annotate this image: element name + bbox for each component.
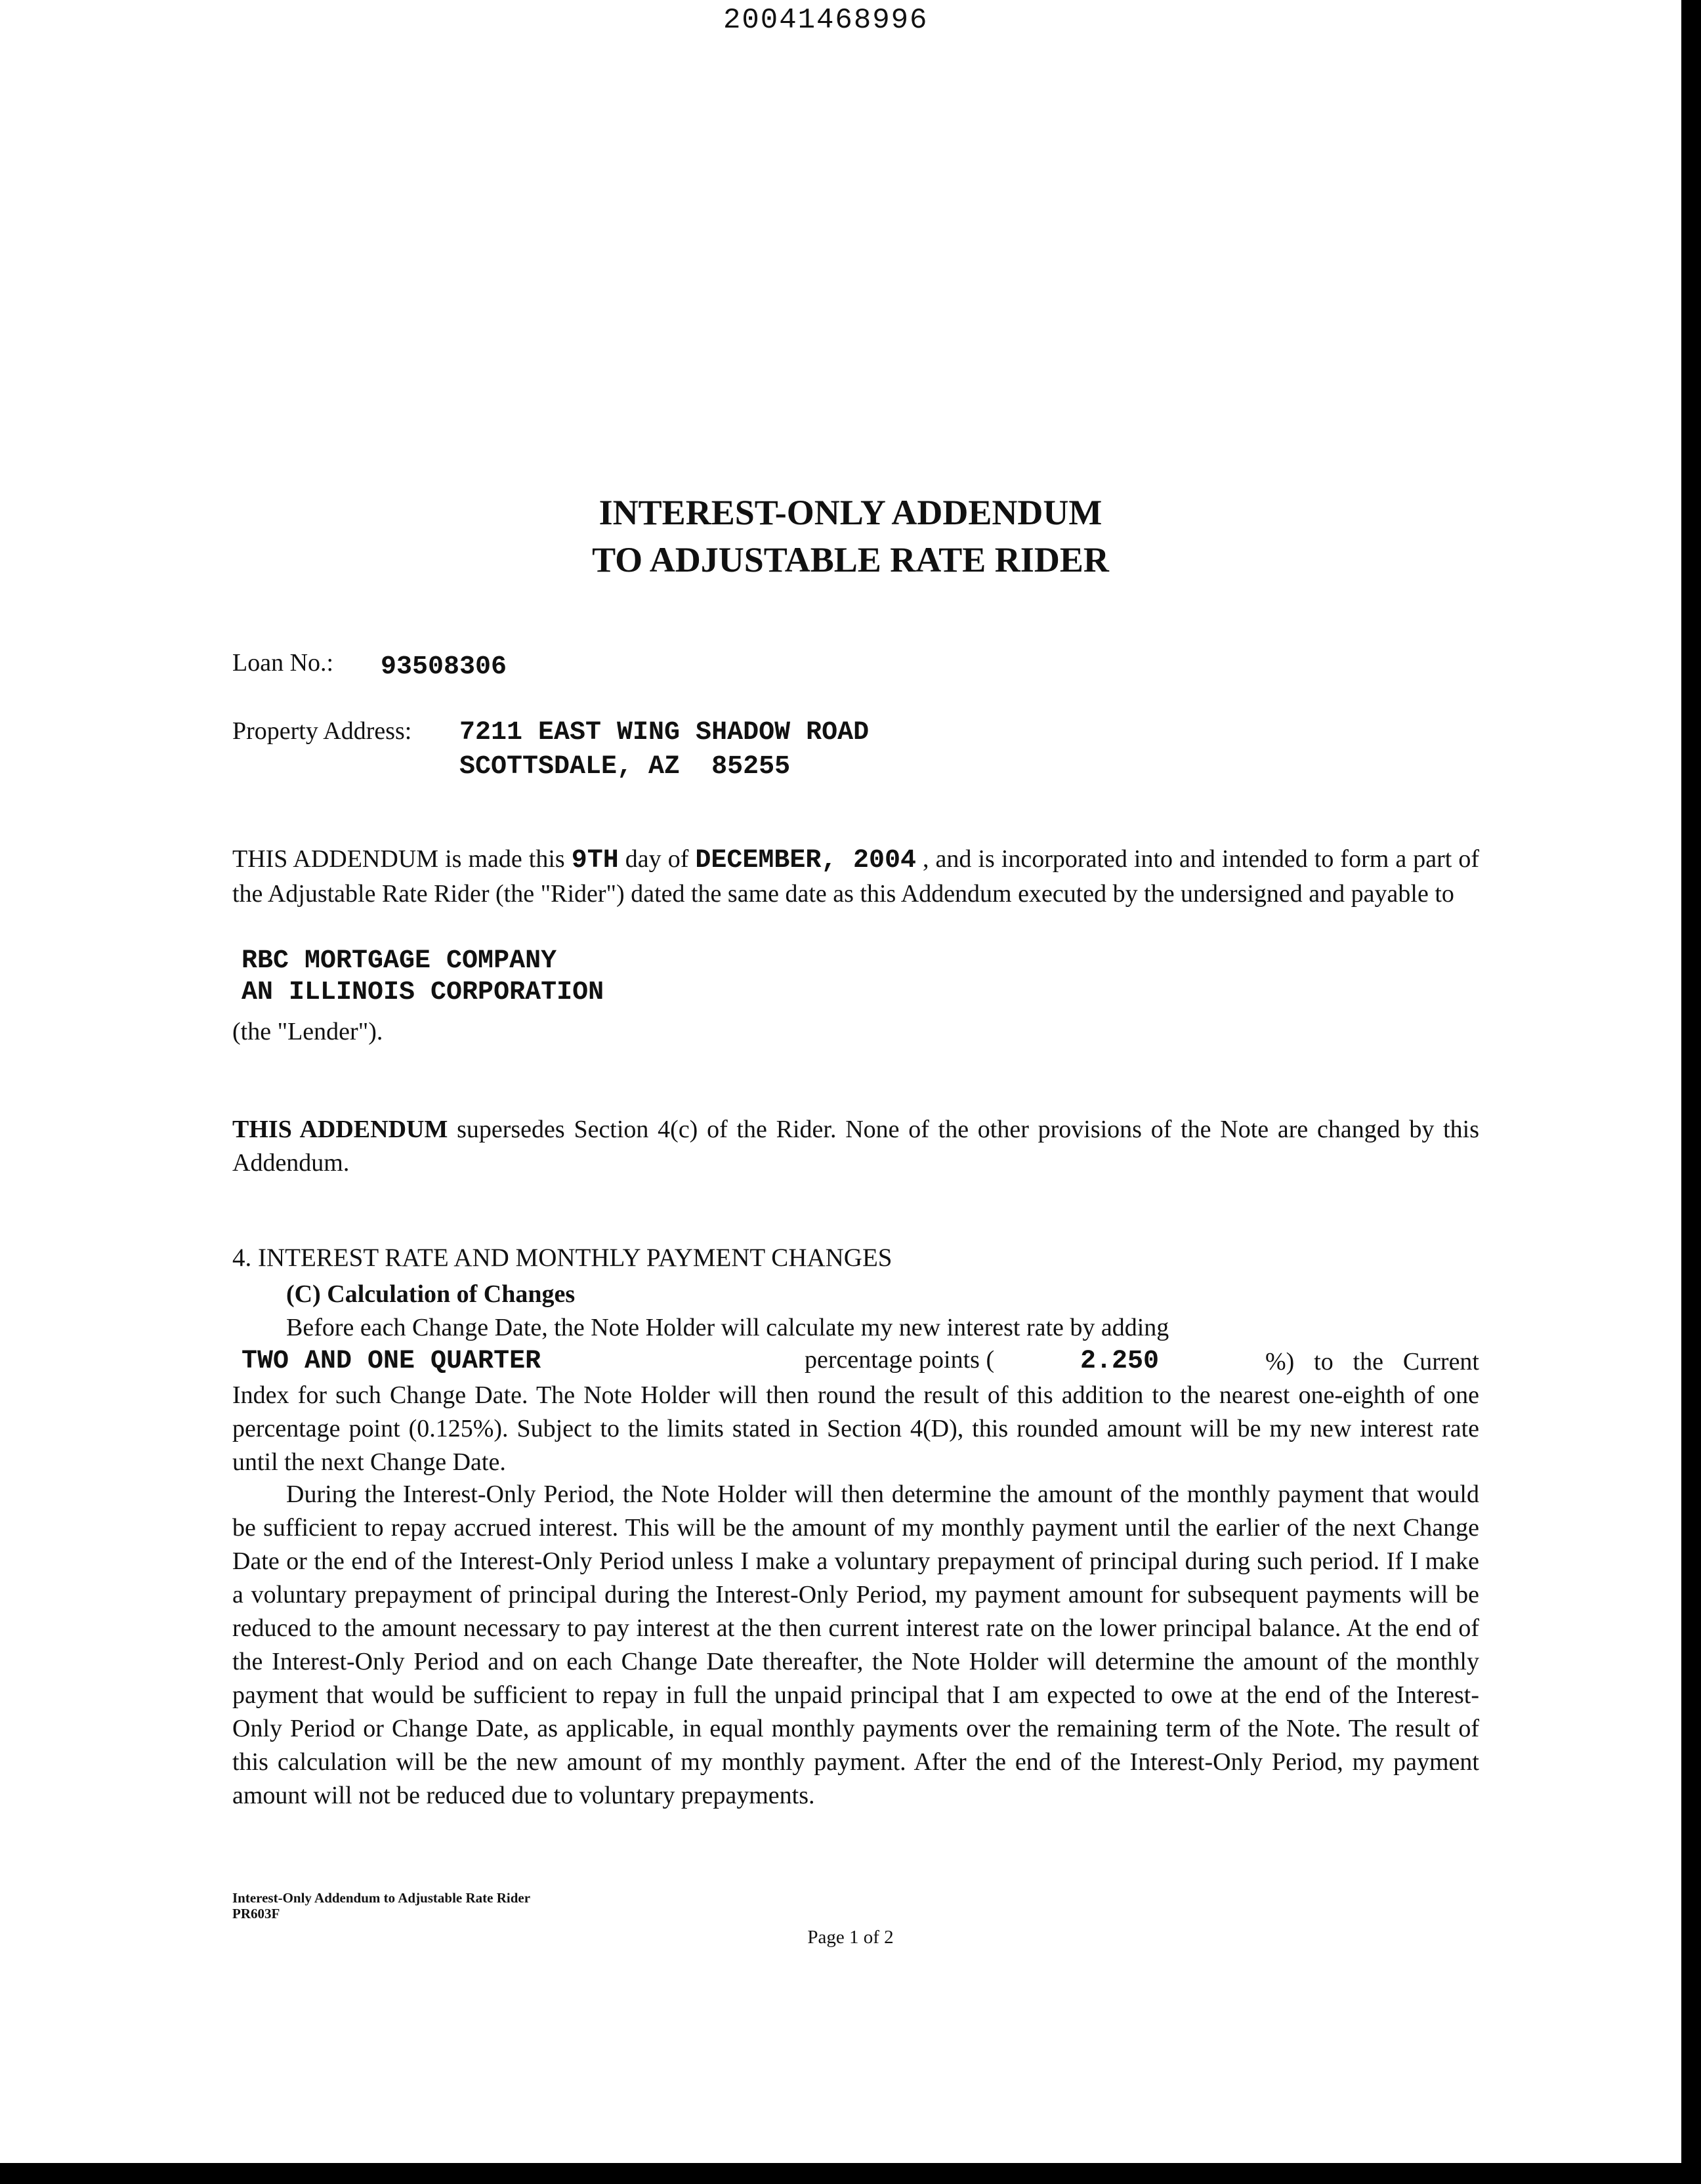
page-number: Page 1 of 2 <box>807 1927 894 1948</box>
section-4-heading: 4. INTEREST RATE AND MONTHLY PAYMENT CHANGES <box>232 1244 892 1272</box>
margin-words: TWO AND ONE QUARTER <box>242 1347 541 1376</box>
addendum-intro-text-2: day of <box>618 845 696 873</box>
supersedes-lead: THIS ADDENDUM <box>232 1116 448 1143</box>
property-address-line-1: 7211 EAST WING SHADOW ROAD <box>459 718 870 747</box>
section-4c-paragraph-1-rest: %) to the Current Index for such Change Date. The Note Holder will then round the result of this addition to the nearest one-eighth of one percentage point (0.125%). Subject to the limits stated in Section 4(D), this rounded amount will be my new interest rate until the next Change Date. <box>232 1348 1479 1476</box>
addendum-intro-text-3: , and is incorporated into and intended to form a part of the Adjustable Rate Rider (the "Rider") dated the same date as this Addendum executed by the undersigned and payable to <box>232 845 1479 908</box>
addendum-month-year: DECEMBER, 2004 <box>695 846 916 875</box>
form-title: Interest-Only Addendum to Adjustable Rate Rider <box>232 1890 531 1906</box>
scan-border-right <box>1681 0 1701 2184</box>
property-address-line-2: SCOTTSDALE, AZ 85255 <box>459 752 791 782</box>
lender-suffix: (the "Lender"). <box>232 1018 383 1045</box>
addendum-day: 9TH <box>571 846 619 875</box>
title-line-1: INTEREST-ONLY ADDENDUM <box>598 493 1102 532</box>
form-footer <box>232 1890 530 1922</box>
section-4c-paragraph-1-lead: Before each Change Date, the Note Holder will calculate my new interest rate by adding <box>286 1314 1169 1341</box>
addendum-intro-text-1: is made this <box>438 845 572 873</box>
document-number: 20041468996 <box>723 4 929 37</box>
addendum-intro-paragraph <box>232 843 1479 911</box>
margin-value: 2.250 <box>1080 1347 1160 1376</box>
loan-number-label: Loan No.: <box>232 649 334 677</box>
property-address-label: Property Address: <box>232 717 412 745</box>
title-line-2: TO ADJUSTABLE RATE RIDER <box>592 540 1109 579</box>
supersedes-paragraph <box>232 1113 1479 1180</box>
section-4c-paragraph-2: During the Interest-Only Period, the Note Holder will then determine the amount of the monthly payment that would be sufficient to repay accrued interest. This will be the amount of my monthly payment until the earlier of the next Change Date or the end of the Interest-Only Period unless I make a voluntary prepayment of principal during such period. If I make a voluntary prepayment of principal during the Interest-Only Period, my payment amount for subsequent payments will be reduced to the amount necessary to pay interest at the then current interest rate on the lower principal balance. At the end of the Interest-Only Period and on each Change Date thereafter, the Note Holder will determine the amount of the monthly payment that would be sufficient to repay in full the unpaid principal that I am expected to owe at the end of the Interest-Only Period or Change Date, as applicable, in equal monthly payments over the remaining term of the Note. The result of this calculation will be the new amount of my monthly payment. After the end of the Interest-Only Period, my payment amount will not be reduced due to voluntary prepayments. <box>232 1480 1479 1809</box>
section-4c-subheading: (C) Calculation of Changes <box>286 1280 576 1308</box>
addendum-lead: THIS ADDENDUM <box>232 845 439 873</box>
lender-name-line-2: AN ILLINOIS CORPORATION <box>242 978 604 1007</box>
lender-name-line-1: RBC MORTGAGE COMPANY <box>242 946 557 976</box>
percentage-points-text: percentage points ( <box>805 1346 995 1374</box>
form-code: PR603F <box>232 1906 280 1922</box>
loan-number-value: 93508306 <box>381 652 507 682</box>
supersedes-text: supersedes Section 4(c) of the Rider. None of the other provisions of the Note are changed by this Addendum. <box>232 1116 1479 1177</box>
scan-border-bottom <box>0 2163 1701 2184</box>
